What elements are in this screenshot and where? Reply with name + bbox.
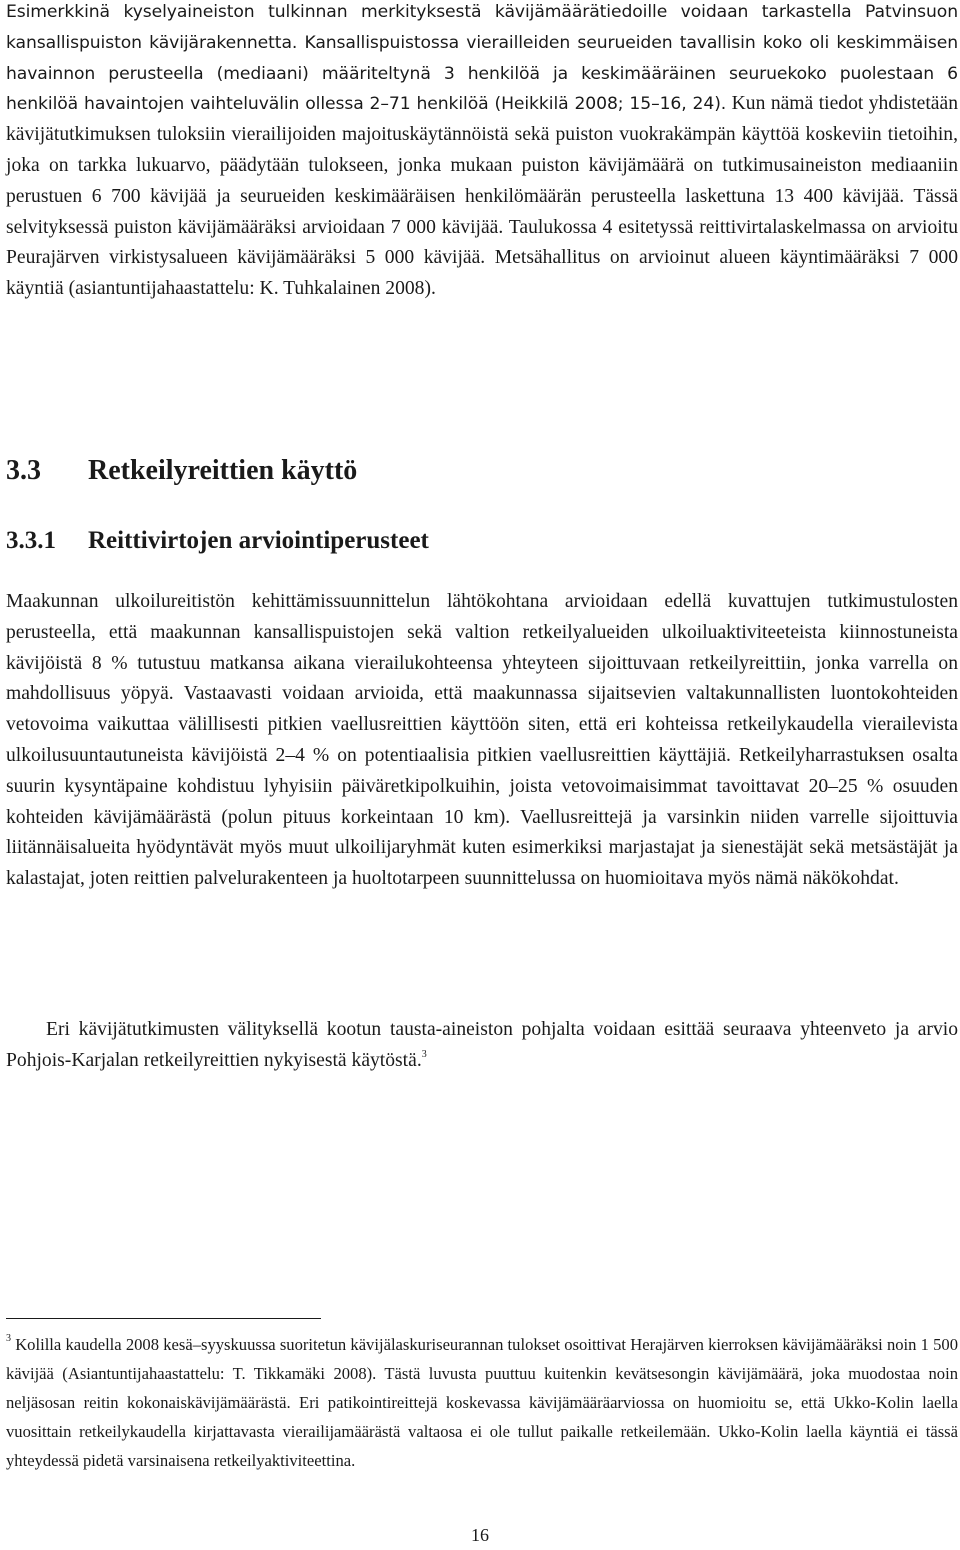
intro-paragraph: [6, 0, 958, 305]
footnote: [6, 1330, 958, 1475]
subsection-heading-number: 3.3.1: [6, 527, 56, 554]
footnote-reference[interactable]: 3: [421, 1048, 427, 1060]
page-number: 16: [471, 1525, 489, 1545]
main-paragraph: Maakunnan ulkoilureitistön kehittämissuunnittelun lähtökohtana arvioidaan edellä kuvattujen tutkimustulosten perusteella, että maakunnan kansallispuistojen sekä valtion retkeilyalueiden ulkoiluaktiviteeteista kiinnostuneista kävijöistä 8 % tutustuu matkansa aikana vierailukohteensa yhteyteen sijoittuvaan retkeilyreittiin, jonka varrella on mahdollisuus yöpyä. Vastaavasti voidaan arvioida, että maakunnassa sijaitsevien valtakunnallisten luontokohteiden vetovoima vaikuttaa välillisesti pitkien vaellusreittien käyttöön siten, että eri kohteissa retkeilykaudella vierailevista ulkoilusuuntautuneista kävijöistä 2–4 % on potentiaalisia pitkien vaellusreittien käyttäjiä. Retkeilyharrastuksen osalta suurin kysyntäpaine kohdistuu lyhyisiin päiväretkipolkuihin, joista vetovoimaisimmat tavoittavat 20–25 % osuuden kohteiden kävijämäärästä (polun pituus korkeintaan 10 km). Vaellusreittejä ja varsinkin niiden varrelle sijoittuvia liitännäisalueita hyödyntävät myös muut ulkoilijaryhmät kuten esimerkiksi marjastajat ja sienestäjät sekä metsästäjät ja kalastajat, joten reittien palvelurakenteen ja huoltotarpeen suunnittelussa on huomioitava myös nämä näkökohdat.: [6, 591, 958, 890]
subsection-heading-title: Reittivirtojen arviointiperusteet: [88, 527, 429, 554]
section-heading-number: 3.3: [6, 455, 41, 486]
second-paragraph-text: Eri kävijätutkimusten välityksellä kootun tausta-aineiston pohjalta voidaan esittää seuraava yhteenveto ja arvio Pohjois-Karjalan retkeilyreittien nykyisestä käytöstä.: [6, 1019, 958, 1071]
intro-paragraph-rest: Kun nämä tiedot yhdistetään kävijätutkimuksen tuloksiin vierailijoiden majoituskäytännöistä sekä puiston vuokrakämpän käyttöä koskeviin tietoihin, joka on tarkka lukuarvo, päädytään tulokseen, jonka mukaan puiston kävijämäärä on tutkimusaineiston mediaaniin perustuen 6 700 kävijää ja seurueiden keskimääräisen henkilömäärän perusteella laskettuna 13 400 kävijää. Tässä selvityksessä puiston kävijämääräksi arvioidaan 7 000 kävijää. Taulukossa 4 esitetyssä reittivirtalaskelmassa on arvioitu Peurajärven virkistysalueen kävijämääräksi 5 000 kävijää. Metsähallitus on arvioinut alueen käyntimääräksi 7 000 käyntiä (asiantuntijahaastattelu: K. Tuhkalainen 2008).: [6, 93, 958, 300]
intro-paragraph-lead: Esimerkkinä kyselyaineiston tulkinnan merkityksestä kävijämäärätiedoille voidaan tarkastella Patvinsuon kansallispuiston kävijärakennetta. Kansallispuistossa vierailleiden seurueiden tavallisin koko oli keskimmäisen havainnon perusteella (mediaani) määriteltynä 3 henkilöä ja keskimääräinen seuruekoko puolestaan 6 henkilöä havaintojen vaihteluvälin ollessa 2–71 henkilöä (Heikkilä 2008; 15–16, 24).: [6, 2, 958, 115]
section-heading: [6, 453, 357, 489]
subsection-heading: [6, 524, 429, 558]
footnote-marker: 3: [6, 1333, 11, 1344]
footnote-divider: [6, 1318, 321, 1319]
second-paragraph: [6, 1015, 958, 1077]
section-heading-title: Retkeilyreittien käyttö: [88, 455, 358, 486]
footnote-text: Kolilla kaudella 2008 kesä–syyskuussa suoritetun kävijälaskuriseurannan tulokset osoittivat Herajärven kierroksen kävijämääräksi noin 1 500 kävijää (Asiantuntijahaastattelu: T. Tikkamäki 2008). Tästä luvusta puuttuu kuitenkin kevätsesongin kävijämäärä, joka muodostaa noin neljäsosan reitin kokonaiskävijämäärästä. Eri patikointireittejä koskevassa kävijämääräarviossa on huomioitu se, että Ukko-Kolin laella vuosittain retkeilykaudella kirjattavasta vierailijamäärästä valtaosa ei ole tullut paikalle retkeilemään. Ukko-Kolin laella käyntiä ei tässä yhteydessä pidetä varsinaisena retkeilyaktiviteettina.: [6, 1335, 958, 1470]
